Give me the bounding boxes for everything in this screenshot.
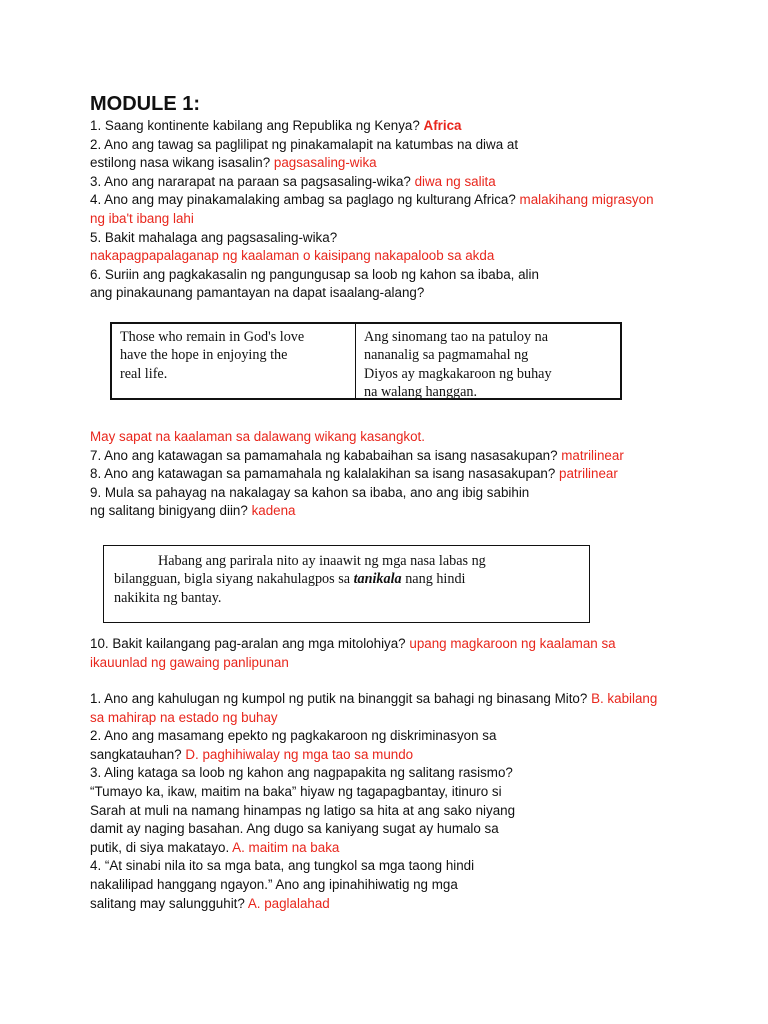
question-text: 4. Ano ang may pinakamalaking ambag sa paglago ng kulturang Africa? [90,192,516,208]
quote-line: Habang ang parirala nito ay inaawit ng mga nasa labas ng [158,553,486,569]
quote-line: nakikita ng bantay. [114,589,222,606]
question-text: 2. Ano ang tawag sa paglilipat ng pinakamalapit na katumbas na diwa at [90,136,519,152]
text-line [90,247,710,266]
answer-text: kadena [251,503,296,519]
text-line [90,191,710,210]
section-module-questions-1-4 [90,690,710,913]
text-line [90,654,710,673]
text-line [90,839,710,858]
answer-text: B. kabilang [591,691,658,706]
answer-text: Africa [423,118,462,133]
text-line [90,447,710,466]
answer-text: sa mahirap na estado ng buhay [90,709,278,725]
question-text: 7. Ano ang katawagan sa pamamahala ng kababaihan sa isang nasasakupan? [90,447,558,463]
question-text: nakalilipad hanggang ngayon.” Ano ang ipinahihiwatig ng mga [90,876,458,892]
question-text: 1. Ano ang kahulugan ng kumpol ng putik na binanggit sa bahagi ng binasang Mito? [90,691,588,706]
question-text: 5. Bakit mahalaga ang pagsasaling-wika? [90,229,338,245]
answer-text: ikauunlad ng gawaing panlipunan [90,654,289,670]
filipino-line: Ang sinomang tao na patuloy na [364,329,549,345]
text-line [90,764,710,783]
text-line [90,136,710,155]
question-text: salitang may salungguhit? [90,895,248,911]
answer-text: nakapagpapalaganap ng kaalaman o kaisipang nakapaloob sa akda [90,248,495,264]
text-line [90,727,710,746]
english-line: real life. [120,365,168,382]
question-text: 10. Bakit kailangang pag-aralan ang mga mitolohiya? [90,636,406,651]
answer-text: malakihang migrasyon [519,192,654,208]
question-text: 3. Ano ang nararapat na paraan sa pagsasaling-wika? [90,173,411,189]
filipino-line: na walang hanggan. [364,384,478,401]
english-line: have the hope in enjoying the [120,347,288,364]
text-line [90,266,710,285]
text-line [90,802,710,821]
question-text: 6. Suriin ang pagkakasalin ng pangungusap sa loob ng kahon sa ibaba, alin [90,266,539,282]
question-text: “Tumayo ka, ikaw, maitim na baka” hiyaw ng tagapagbantay, itinuro si [90,783,502,799]
text-line [90,709,710,728]
question-text: 3. Aling kataga sa loob ng kahon ang nagpapakita ng salitang rasismo? [90,765,513,781]
quote-text: nang hindi [405,571,466,588]
english-line: Those who remain in God's love [120,329,305,345]
text-line [90,783,710,802]
question-text: sangkatauhan? [90,746,182,762]
quote-line [114,570,579,588]
answer-text: pagsasaling-wika [273,155,377,171]
question-text: 8. Ano ang katawagan sa pamamahala ng kalalakihan sa isang nasasakupan? [90,466,556,482]
question-text: Sarah at muli na namang hinampas ng latigo sa hita at ang sako niyang [90,802,516,818]
answer-text: May sapat na kaalaman sa dalawang wikang kasangkot. [90,429,425,444]
question-text: damit ay naging basahan. Ang dugo sa kaniyang sugat ay humalo sa [90,821,499,837]
text-line [90,857,710,876]
text-line [90,117,710,136]
answer-text: patrilinear [559,466,618,482]
filipino-line: Diyos ay magkakaroon ng buhay [364,365,552,382]
question-text: 2. Ano ang masamang epekto ng pagkakaroon ng diskriminasyon sa [90,728,497,744]
english-sentence-cell [112,324,356,398]
text-line [90,284,710,303]
filipino-line: nananalig sa pagmamahal ng [364,347,529,364]
translation-comparison-box [110,322,622,400]
question-text: 1. Saang kontinente kabilang ang Republika ng Kenya? [90,118,420,133]
section-questions-7-9 [90,428,710,521]
question-text: estilong nasa wikang isasalin? [90,155,271,171]
text-line [90,173,710,192]
text-line [90,428,710,447]
answer-text: ng iba't ibang lahi [90,210,194,226]
answer-text: upang magkaroon ng kaalaman sa [409,636,616,651]
filipino-translation-cell [356,324,620,401]
section-question-10 [90,635,710,672]
text-line [90,229,710,248]
text-line [90,820,710,839]
question-text: 4. “At sinabi nila ito sa mga bata, ang tungkol sa mga taong hindi [90,858,475,874]
module-title: MODULE 1: [90,93,200,115]
quote-text: bilangguan, bigla siyang nakahulagpos sa [114,571,351,588]
question-text: 9. Mula sa pahayag na nakalagay sa kahon sa ibaba, ano ang ibig sabihin [90,484,530,500]
question-text: ng salitang binigyang diin? [90,503,248,519]
question-text: putik, di siya makatayo. [90,839,230,855]
answer-text: D. paghihiwalay ng mga tao sa mundo [185,746,414,762]
text-line [90,876,710,895]
answer-text: matrilinear [561,447,624,463]
text-line [90,154,710,173]
quote-box [103,545,590,623]
text-line [90,502,710,521]
text-line [90,746,710,765]
question-text: ang pinakaunang pamantayan na dapat isaalang-alang? [90,285,425,301]
answer-text: A. paglalahad [247,895,330,911]
answer-text: diwa ng salita [414,173,496,189]
text-line [90,895,710,914]
text-line [90,484,710,503]
answer-text: A. maitim na baka [232,839,340,855]
text-line [90,210,710,229]
text-line [90,635,710,654]
emphasized-word: tanikala [353,571,402,588]
text-line [90,690,710,709]
text-line [90,465,710,484]
section-questions-1-6 [90,117,710,303]
